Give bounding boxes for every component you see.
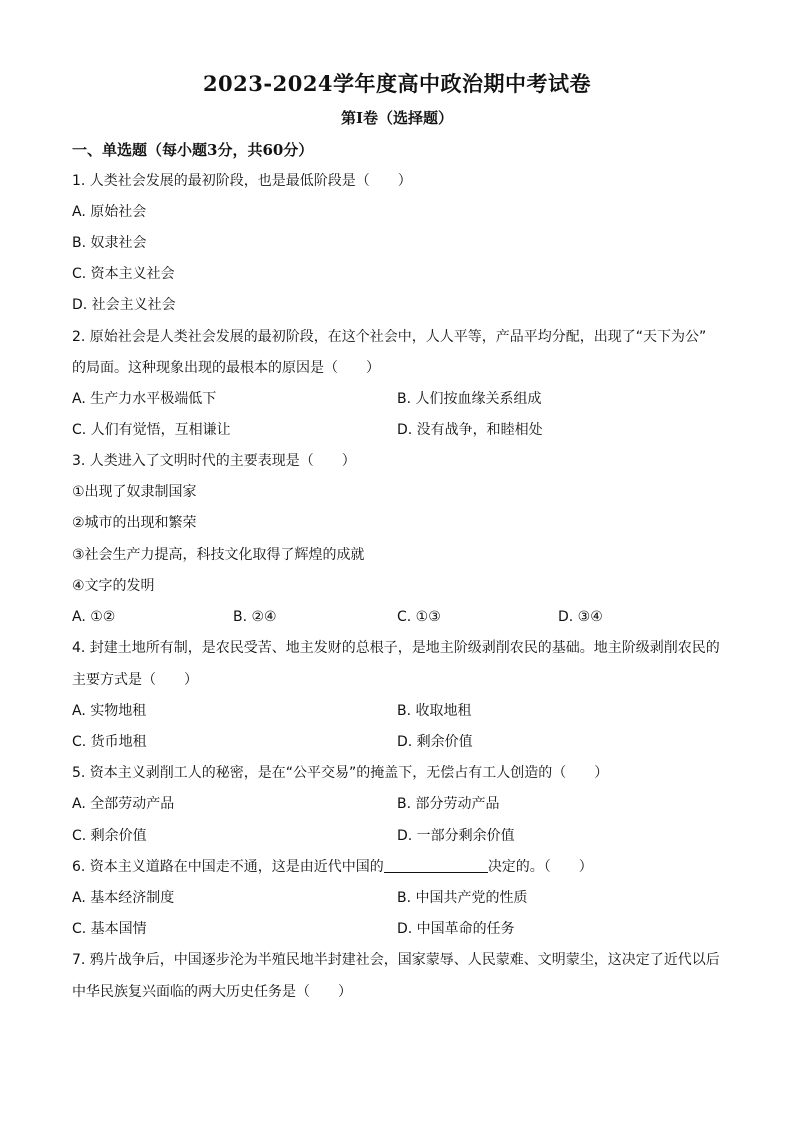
question-4-stem-line-2: 主要方式是（ ） bbox=[72, 672, 198, 688]
answer-blank bbox=[384, 858, 488, 873]
question-1-option-d: D. 社会主义社会 bbox=[72, 297, 176, 313]
question-6-option-d: D. 中国革命的任务 bbox=[397, 921, 515, 937]
question-2-option-b: B. 人们按血缘关系组成 bbox=[397, 391, 542, 407]
question-5-option-c: C. 剩余价值 bbox=[72, 828, 147, 844]
question-3-item-4: ④文字的发明 bbox=[72, 578, 155, 594]
question-6-option-c: C. 基本国情 bbox=[72, 921, 147, 937]
question-7-stem-line-2: 中华民族复兴面临的两大历史任务是（ ） bbox=[72, 984, 352, 1000]
question-3-option-b: B. ②④ bbox=[233, 609, 277, 625]
question-4-option-d: D. 剩余价值 bbox=[397, 734, 473, 750]
question-6-option-a: A. 基本经济制度 bbox=[72, 890, 175, 906]
question-4-stem-line-1: 4. 封建土地所有制，是农民受苦、地主发财的总根子，是地主阶级剥削农民的基础。地主阶级剥削农民的 bbox=[72, 640, 720, 656]
question-5-option-a: A. 全部劳动产品 bbox=[72, 796, 175, 812]
question-5-stem: 5. 资本主义剥削工人的秘密，是在“公平交易”的掩盖下，无偿占有工人创造的（ ） bbox=[72, 765, 609, 781]
question-3-item-2: ②城市的出现和繁荣 bbox=[72, 515, 197, 531]
question-2-stem-line-1: 2. 原始社会是人类社会发展的最初阶段，在这个社会中，人人平等，产品平均分配，出现了“天下为公” bbox=[72, 329, 707, 345]
question-3-option-d: D. ③④ bbox=[558, 609, 603, 625]
question-5-option-b: B. 部分劳动产品 bbox=[397, 796, 500, 812]
question-2-option-a: A. 生产力水平极端低下 bbox=[72, 391, 217, 407]
question-6-stem bbox=[72, 857, 593, 877]
question-1-stem: 1. 人类社会发展的最初阶段，也是最低阶段是（ ） bbox=[72, 173, 412, 189]
question-1-option-c: C. 资本主义社会 bbox=[72, 266, 175, 282]
question-1-option-b: B. 奴隶社会 bbox=[72, 235, 147, 251]
question-3-stem: 3. 人类进入了文明时代的主要表现是（ ） bbox=[72, 453, 356, 469]
question-2-option-c: C. 人们有觉悟，互相谦让 bbox=[72, 422, 231, 438]
question-2-option-d: D. 没有战争，和睦相处 bbox=[397, 422, 543, 438]
section-heading: 一、单选题（每小题3分，共60分） bbox=[72, 141, 314, 159]
question-6-option-b: B. 中国共产党的性质 bbox=[397, 890, 528, 906]
question-4-option-a: A. 实物地租 bbox=[72, 703, 147, 719]
question-3-item-3: ③社会生产力提高，科技文化取得了辉煌的成就 bbox=[72, 547, 365, 563]
question-3-option-c: C. ①③ bbox=[397, 609, 441, 625]
exam-title: 2023-2024学年度高中政治期中考试卷 bbox=[202, 71, 592, 96]
volume-subtitle: 第I卷（选择题） bbox=[340, 109, 454, 127]
question-3-option-a: A. ①② bbox=[72, 609, 116, 625]
question-3-item-1: ①出现了奴隶制国家 bbox=[72, 484, 197, 500]
question-4-option-c: C. 货币地租 bbox=[72, 734, 147, 750]
question-7-stem-line-1: 7. 鸦片战争后，中国逐步沦为半殖民地半封建社会，国家蒙辱、人民蒙难、文明蒙尘，这决定了近代以后 bbox=[72, 952, 720, 968]
question-4-option-b: B. 收取地租 bbox=[397, 703, 472, 719]
question-6-stem-before: 6. 资本主义道路在中国走不通，这是由近代中国的 bbox=[72, 859, 384, 875]
question-2-stem-line-2: 的局面。这种现象出现的最根本的原因是（ ） bbox=[72, 360, 380, 376]
question-6-stem-after: 决定的。（ ） bbox=[487, 859, 593, 875]
question-5-option-d: D. 一部分剩余价值 bbox=[397, 828, 515, 844]
question-1-option-a: A. 原始社会 bbox=[72, 204, 147, 220]
